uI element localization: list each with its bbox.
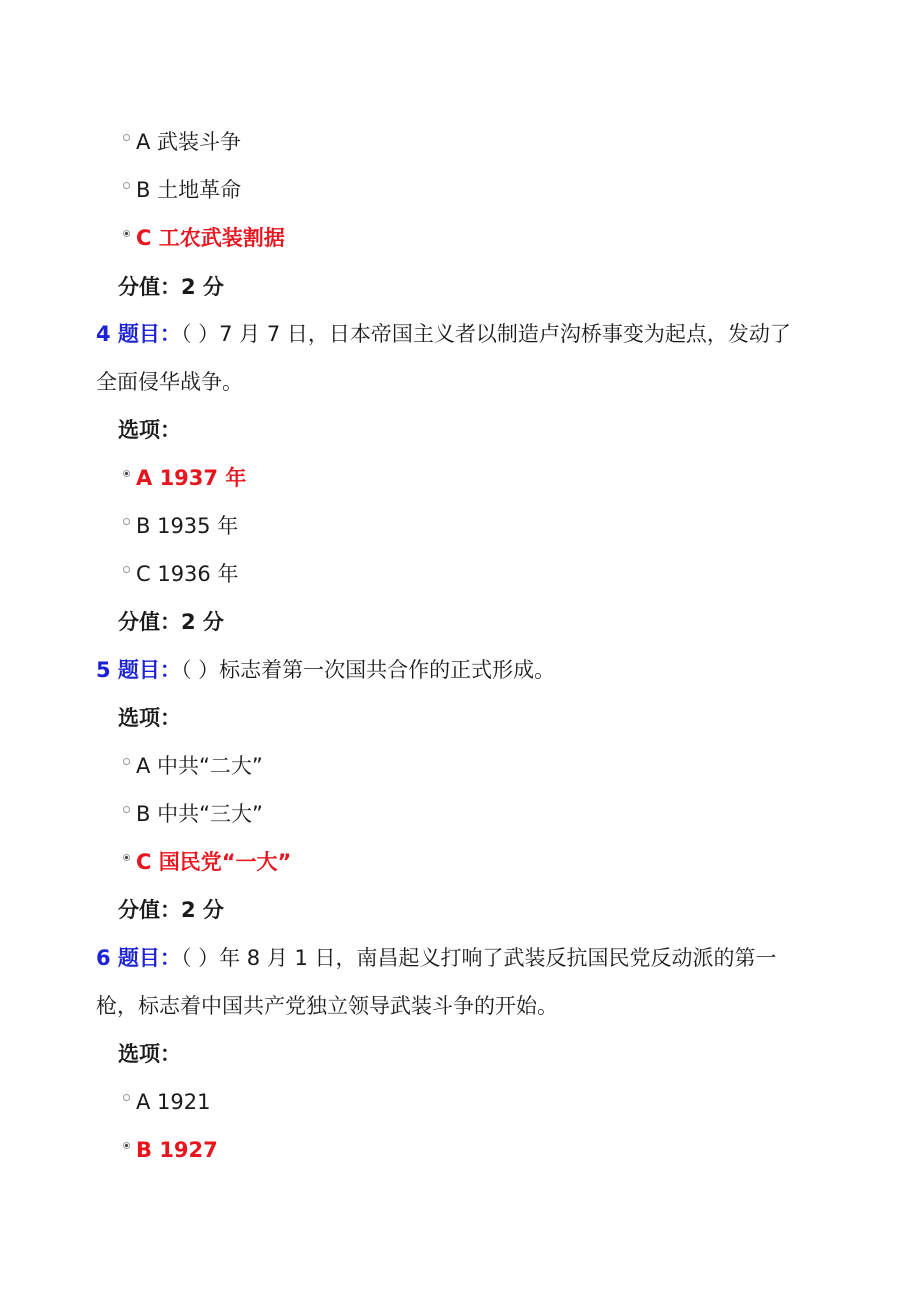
radio-checked-icon[interactable] xyxy=(123,1142,130,1149)
q4-question-cont: 全面侵华战争。 xyxy=(96,370,243,394)
question-number: 5 题目： xyxy=(96,658,181,682)
q4-option-c[interactable] xyxy=(123,560,238,588)
q3-score: 分值：2 分 xyxy=(118,275,224,299)
option-label: C 工农武装割据 xyxy=(136,226,285,250)
q6-question-cont: 枪，标志着中国共产党独立领导武装斗争的开始。 xyxy=(96,994,558,1018)
q4-option-b[interactable] xyxy=(123,512,238,540)
question-text: （ ）年 8 月 1 日，南昌起义打响了武装反抗国民党反动派的第一 xyxy=(180,946,777,970)
question-number: 6 题目： xyxy=(96,946,181,970)
question-text: （ ）7 月 7 日，日本帝国主义者以制造卢沟桥事变为起点，发动了 xyxy=(180,322,791,346)
radio-unchecked-icon[interactable] xyxy=(123,566,130,573)
q6-option-b[interactable] xyxy=(123,1136,218,1164)
q5-option-b[interactable] xyxy=(123,800,263,828)
option-label: A 1921 xyxy=(136,1090,211,1114)
q5-score: 分值：2 分 xyxy=(118,898,224,922)
option-label: B 1935 年 xyxy=(136,514,239,538)
q4-options-label: 选项： xyxy=(118,418,181,442)
q3-option-c[interactable] xyxy=(123,224,285,252)
q6-question xyxy=(96,944,777,972)
q3-option-b[interactable] xyxy=(123,176,241,204)
q4-question xyxy=(96,320,791,348)
q6-options-label: 选项： xyxy=(118,1042,181,1066)
radio-unchecked-icon[interactable] xyxy=(123,806,130,813)
q3-option-a[interactable] xyxy=(123,128,241,156)
radio-unchecked-icon[interactable] xyxy=(123,758,130,765)
option-label: A 1937 年 xyxy=(136,466,247,490)
radio-unchecked-icon[interactable] xyxy=(123,134,130,141)
q5-option-a[interactable] xyxy=(123,752,263,780)
radio-checked-icon[interactable] xyxy=(123,470,130,477)
q4-option-a[interactable] xyxy=(123,464,246,492)
q6-option-a[interactable] xyxy=(123,1088,210,1116)
question-text: （ ）标志着第一次国共合作的正式形成。 xyxy=(180,658,556,682)
radio-unchecked-icon[interactable] xyxy=(123,518,130,525)
radio-checked-icon[interactable] xyxy=(123,854,130,861)
q5-option-c[interactable] xyxy=(123,848,291,876)
q5-question xyxy=(96,656,555,684)
option-label: C 1936 年 xyxy=(136,562,239,586)
q4-score: 分值：2 分 xyxy=(118,610,224,634)
option-label: C 国民党“一大” xyxy=(136,850,292,874)
q5-options-label: 选项： xyxy=(118,706,181,730)
question-number: 4 题目： xyxy=(96,322,181,346)
option-label: A 中共“二大” xyxy=(136,754,263,778)
option-label: B 土地革命 xyxy=(136,178,242,202)
radio-unchecked-icon[interactable] xyxy=(123,182,130,189)
option-label: A 武装斗争 xyxy=(136,130,242,154)
option-label: B 1927 xyxy=(136,1138,218,1162)
radio-unchecked-icon[interactable] xyxy=(123,1094,130,1101)
radio-checked-icon[interactable] xyxy=(123,230,130,237)
option-label: B 中共“三大” xyxy=(136,802,263,826)
